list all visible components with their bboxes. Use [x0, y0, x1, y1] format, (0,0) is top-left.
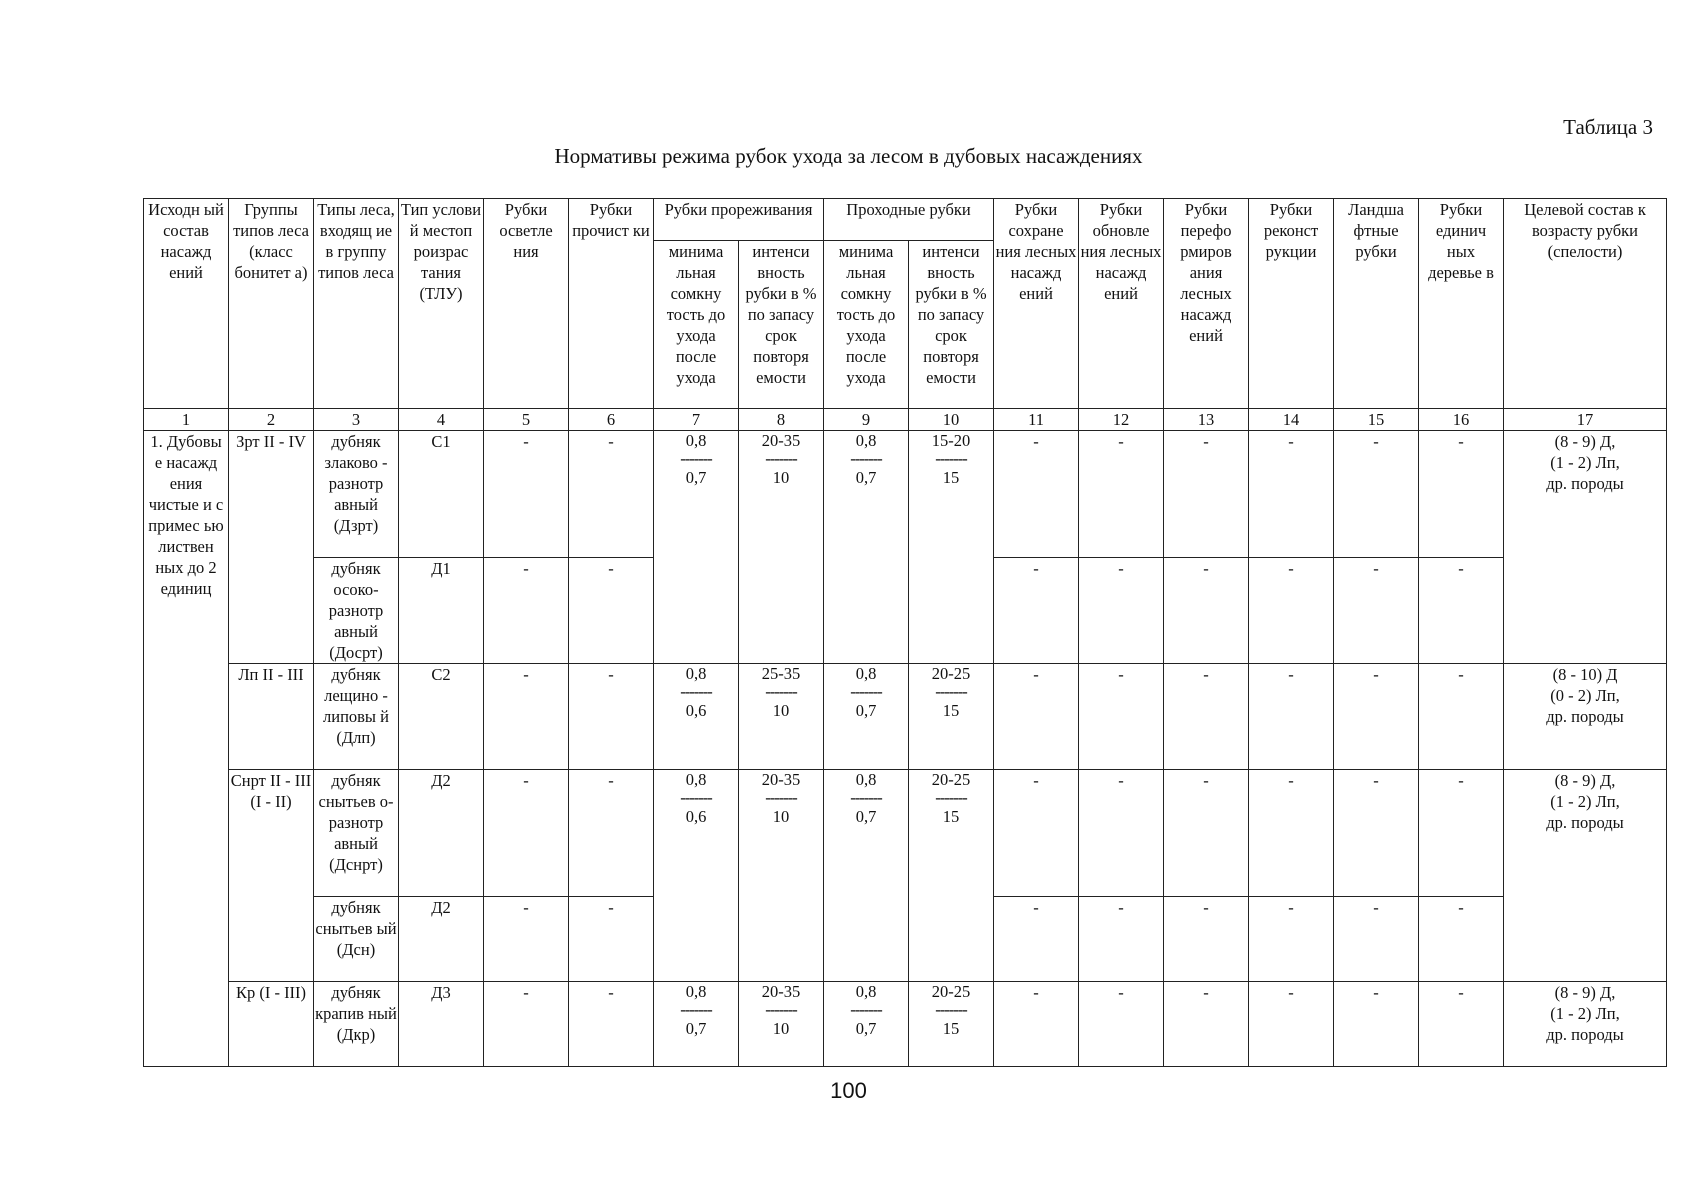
- header-landscape: Ландша фтные рубки: [1334, 199, 1419, 409]
- dash-cell: -: [994, 558, 1079, 664]
- header-passage-cutting: Проходные рубки: [824, 199, 994, 241]
- dash-cell: -: [1249, 897, 1334, 982]
- dash-cell: -: [994, 897, 1079, 982]
- forest-type-cell: дубняк снытьев о- разнотр авный (Дснрт): [314, 770, 399, 897]
- dash-cell: -: [1249, 664, 1334, 770]
- target-line: (1 - 2) Лп,: [1550, 792, 1620, 811]
- dash-cell: -: [1419, 897, 1504, 982]
- tlu-cell: С1: [399, 431, 484, 558]
- header-forest-type: Типы леса, входящ ие в группу типов леса: [314, 199, 399, 409]
- column-number: 17: [1504, 409, 1667, 431]
- value-bottom: 15: [942, 468, 960, 487]
- forest-group-line: Снрт II - III: [230, 771, 312, 790]
- column-number: 2: [229, 409, 314, 431]
- thinning-density-cell: [654, 664, 739, 770]
- dash-cell: -: [569, 431, 654, 558]
- value-top: 0,8: [685, 664, 707, 683]
- value-bottom: 15: [942, 1019, 960, 1038]
- header-preservation: Рубки сохране ния лесных насажд ений: [994, 199, 1079, 409]
- fraction-line: -------: [765, 788, 797, 807]
- dash-cell: -: [1164, 558, 1249, 664]
- column-number: 12: [1079, 409, 1164, 431]
- forest-group-cell: Лп II - III: [229, 664, 314, 770]
- thinning-intensity-cell: [739, 770, 824, 982]
- target-line: (8 - 9) Д,: [1554, 771, 1616, 790]
- value-bottom: 0,7: [855, 807, 877, 826]
- target-line: др. породы: [1546, 1025, 1624, 1044]
- passage-density-cell: [824, 982, 909, 1067]
- header-passage-min-density: минима льная сомкну тость до ухода после ухода: [824, 241, 909, 409]
- dash-cell: -: [569, 897, 654, 982]
- target-line: (8 - 9) Д,: [1554, 983, 1616, 1002]
- column-number: 3: [314, 409, 399, 431]
- dash-cell: -: [484, 558, 569, 664]
- forest-type-cell: дубняк лещино - липовы й (Длп): [314, 664, 399, 770]
- forest-type-cell: дубняк крапив ный (Дкр): [314, 982, 399, 1067]
- target-line: др. породы: [1546, 813, 1624, 832]
- value-bottom: 0,6: [685, 807, 707, 826]
- value-bottom: 0,7: [685, 1019, 707, 1038]
- dash-cell: -: [484, 664, 569, 770]
- forest-group-line: (I - II): [250, 792, 292, 811]
- thinning-intensity-cell: [739, 664, 824, 770]
- target-line: (8 - 9) Д,: [1554, 432, 1616, 451]
- thinning-density-cell: [654, 982, 739, 1067]
- dash-cell: -: [1079, 982, 1164, 1067]
- dash-cell: -: [1164, 431, 1249, 558]
- forest-type-cell: дубняк злаково - разнотр авный (Дзрт): [314, 431, 399, 558]
- dash-cell: -: [1164, 770, 1249, 897]
- tlu-cell: Д2: [399, 897, 484, 982]
- forest-group-cell: [229, 770, 314, 982]
- tlu-cell: Д3: [399, 982, 484, 1067]
- value-top: 0,8: [685, 982, 707, 1001]
- tlu-cell: Д2: [399, 770, 484, 897]
- dash-cell: -: [994, 982, 1079, 1067]
- source-composition-cell: 1. Дубовы е насажд ения чистые и с примес ью листвен ных до 2 единиц: [144, 431, 229, 1067]
- table-row: [144, 982, 1667, 1067]
- forest-type-cell: дубняк осоко- разнотр авный (Досрт): [314, 558, 399, 664]
- dash-cell: -: [1079, 431, 1164, 558]
- column-number: 13: [1164, 409, 1249, 431]
- column-number-row: [144, 409, 1667, 431]
- fraction-line: -------: [935, 449, 967, 468]
- page-number: 100: [830, 1078, 867, 1103]
- fraction-line: -------: [935, 682, 967, 701]
- target-line: (1 - 2) Лп,: [1550, 453, 1620, 472]
- dash-cell: -: [484, 770, 569, 897]
- column-number: 5: [484, 409, 569, 431]
- value-bottom: 0,7: [685, 468, 707, 487]
- dash-cell: -: [484, 982, 569, 1067]
- forest-type-cell: дубняк снытьев ый (Дсн): [314, 897, 399, 982]
- dash-cell: -: [569, 558, 654, 664]
- dash-cell: -: [1419, 431, 1504, 558]
- header-forest-group: Группы типов леса (класс бонитет а): [229, 199, 314, 409]
- column-number: 4: [399, 409, 484, 431]
- value-top: 20-25: [931, 664, 971, 683]
- target-line: (8 - 10) Д: [1552, 665, 1618, 684]
- value-top: 20-25: [931, 770, 971, 789]
- header-thinning-intensity: интенси вность рубки в % по запасу срок повторя емости: [739, 241, 824, 409]
- dash-cell: -: [1334, 664, 1419, 770]
- dash-cell: -: [1419, 558, 1504, 664]
- passage-density-cell: [824, 664, 909, 770]
- value-bottom: 10: [772, 701, 790, 720]
- tlu-cell: Д1: [399, 558, 484, 664]
- target-composition-cell: [1504, 431, 1667, 664]
- value-top: 20-35: [761, 982, 801, 1001]
- dash-cell: -: [1164, 982, 1249, 1067]
- dash-cell: -: [1249, 558, 1334, 664]
- value-bottom: 15: [942, 701, 960, 720]
- target-composition-cell: [1504, 770, 1667, 982]
- dash-cell: -: [1164, 664, 1249, 770]
- fraction-line: -------: [850, 788, 882, 807]
- dash-cell: -: [994, 664, 1079, 770]
- target-line: др. породы: [1546, 707, 1624, 726]
- tlu-cell: С2: [399, 664, 484, 770]
- table-row: [144, 770, 1667, 897]
- fraction-line: -------: [850, 682, 882, 701]
- value-bottom: 0,7: [855, 1019, 877, 1038]
- column-number: 10: [909, 409, 994, 431]
- dash-cell: -: [569, 664, 654, 770]
- fraction-line: -------: [680, 449, 712, 468]
- fraction-line: -------: [680, 788, 712, 807]
- dash-cell: -: [1334, 982, 1419, 1067]
- dash-cell: -: [1249, 770, 1334, 897]
- value-bottom: 0,6: [685, 701, 707, 720]
- fraction-line: -------: [850, 449, 882, 468]
- header-thinning: Рубки прореживания: [654, 199, 824, 241]
- dash-cell: -: [1079, 558, 1164, 664]
- dash-cell: -: [1334, 770, 1419, 897]
- dash-cell: -: [484, 897, 569, 982]
- dash-cell: -: [1079, 770, 1164, 897]
- fraction-line: -------: [680, 1000, 712, 1019]
- fraction-line: -------: [765, 682, 797, 701]
- table-row: [144, 664, 1667, 770]
- dash-cell: -: [1249, 982, 1334, 1067]
- thinning-intensity-cell: [739, 431, 824, 664]
- column-number: 15: [1334, 409, 1419, 431]
- column-number: 9: [824, 409, 909, 431]
- value-top: 0,8: [685, 770, 707, 789]
- dash-cell: -: [1079, 897, 1164, 982]
- fraction-line: -------: [850, 1000, 882, 1019]
- dash-cell: -: [1164, 897, 1249, 982]
- header-reformation: Рубки перефо рмиров ания лесных насажд ений: [1164, 199, 1249, 409]
- passage-intensity-cell: [909, 431, 994, 664]
- dash-cell: -: [1419, 770, 1504, 897]
- column-number: 14: [1249, 409, 1334, 431]
- value-bottom: 10: [772, 1019, 790, 1038]
- value-bottom: 0,7: [855, 701, 877, 720]
- dash-cell: -: [569, 982, 654, 1067]
- dash-cell: -: [569, 770, 654, 897]
- column-number: 7: [654, 409, 739, 431]
- column-number: 11: [994, 409, 1079, 431]
- dash-cell: -: [1419, 664, 1504, 770]
- dash-cell: -: [1419, 982, 1504, 1067]
- target-line: (1 - 2) Лп,: [1550, 1004, 1620, 1023]
- value-top: 0,8: [855, 770, 877, 789]
- header-cleaning: Рубки прочист ки: [569, 199, 654, 409]
- target-composition-cell: [1504, 664, 1667, 770]
- passage-intensity-cell: [909, 664, 994, 770]
- passage-density-cell: [824, 431, 909, 664]
- fraction-line: -------: [680, 682, 712, 701]
- header-renewal: Рубки обновле ния лесных насажд ений: [1079, 199, 1164, 409]
- forest-group-cell: Кр (I - III): [229, 982, 314, 1067]
- thinning-density-cell: [654, 431, 739, 664]
- column-number: 16: [1419, 409, 1504, 431]
- table-row: [144, 431, 1667, 558]
- dash-cell: -: [994, 770, 1079, 897]
- header-target-composition: Целевой состав к возрасту рубки (спелости): [1504, 199, 1667, 409]
- value-top: 15-20: [931, 431, 971, 450]
- norms-table: [143, 198, 1667, 1067]
- column-number: 6: [569, 409, 654, 431]
- dash-cell: -: [1334, 897, 1419, 982]
- forest-group-cell: Зрт II - IV: [229, 431, 314, 664]
- fraction-line: -------: [935, 788, 967, 807]
- fraction-line: -------: [765, 449, 797, 468]
- target-composition-cell: [1504, 982, 1667, 1067]
- value-bottom: 0,7: [855, 468, 877, 487]
- header-passage-intensity: интенси вность рубки в % по запасу срок повторя емости: [909, 241, 994, 409]
- dash-cell: -: [1334, 558, 1419, 664]
- column-number: 1: [144, 409, 229, 431]
- target-line: (0 - 2) Лп,: [1550, 686, 1620, 705]
- header-reconstruction: Рубки реконст рукции: [1249, 199, 1334, 409]
- thinning-density-cell: [654, 770, 739, 982]
- fraction-line: -------: [765, 1000, 797, 1019]
- value-top: 0,8: [685, 431, 707, 450]
- header-tlu: Тип услови й местоп роизрас тания (ТЛУ): [399, 199, 484, 409]
- header-thinning-min-density: минима льная сомкну тость до ухода после ухода: [654, 241, 739, 409]
- value-bottom: 15: [942, 807, 960, 826]
- value-top: 25-35: [761, 664, 801, 683]
- passage-density-cell: [824, 770, 909, 982]
- dash-cell: -: [484, 431, 569, 558]
- value-bottom: 10: [772, 468, 790, 487]
- value-top: 20-35: [761, 770, 801, 789]
- dash-cell: -: [1334, 431, 1419, 558]
- table-label: Таблица 3: [1563, 115, 1653, 139]
- dash-cell: -: [1249, 431, 1334, 558]
- header-clearing: Рубки осветле ния: [484, 199, 569, 409]
- header-single-trees: Рубки единич ных деревье в: [1419, 199, 1504, 409]
- target-line: др. породы: [1546, 474, 1624, 493]
- value-top: 20-25: [931, 982, 971, 1001]
- passage-intensity-cell: [909, 770, 994, 982]
- fraction-line: -------: [935, 1000, 967, 1019]
- dash-cell: -: [1079, 664, 1164, 770]
- thinning-intensity-cell: [739, 982, 824, 1067]
- header-source: Исходн ый состав насажд ений: [144, 199, 229, 409]
- table-title: Нормативы режима рубок ухода за лесом в дубовых насаждениях: [554, 144, 1143, 168]
- passage-intensity-cell: [909, 982, 994, 1067]
- value-top: 0,8: [855, 982, 877, 1001]
- value-top: 20-35: [761, 431, 801, 450]
- dash-cell: -: [994, 431, 1079, 558]
- value-top: 0,8: [855, 664, 877, 683]
- value-bottom: 10: [772, 807, 790, 826]
- value-top: 0,8: [855, 431, 877, 450]
- column-number: 8: [739, 409, 824, 431]
